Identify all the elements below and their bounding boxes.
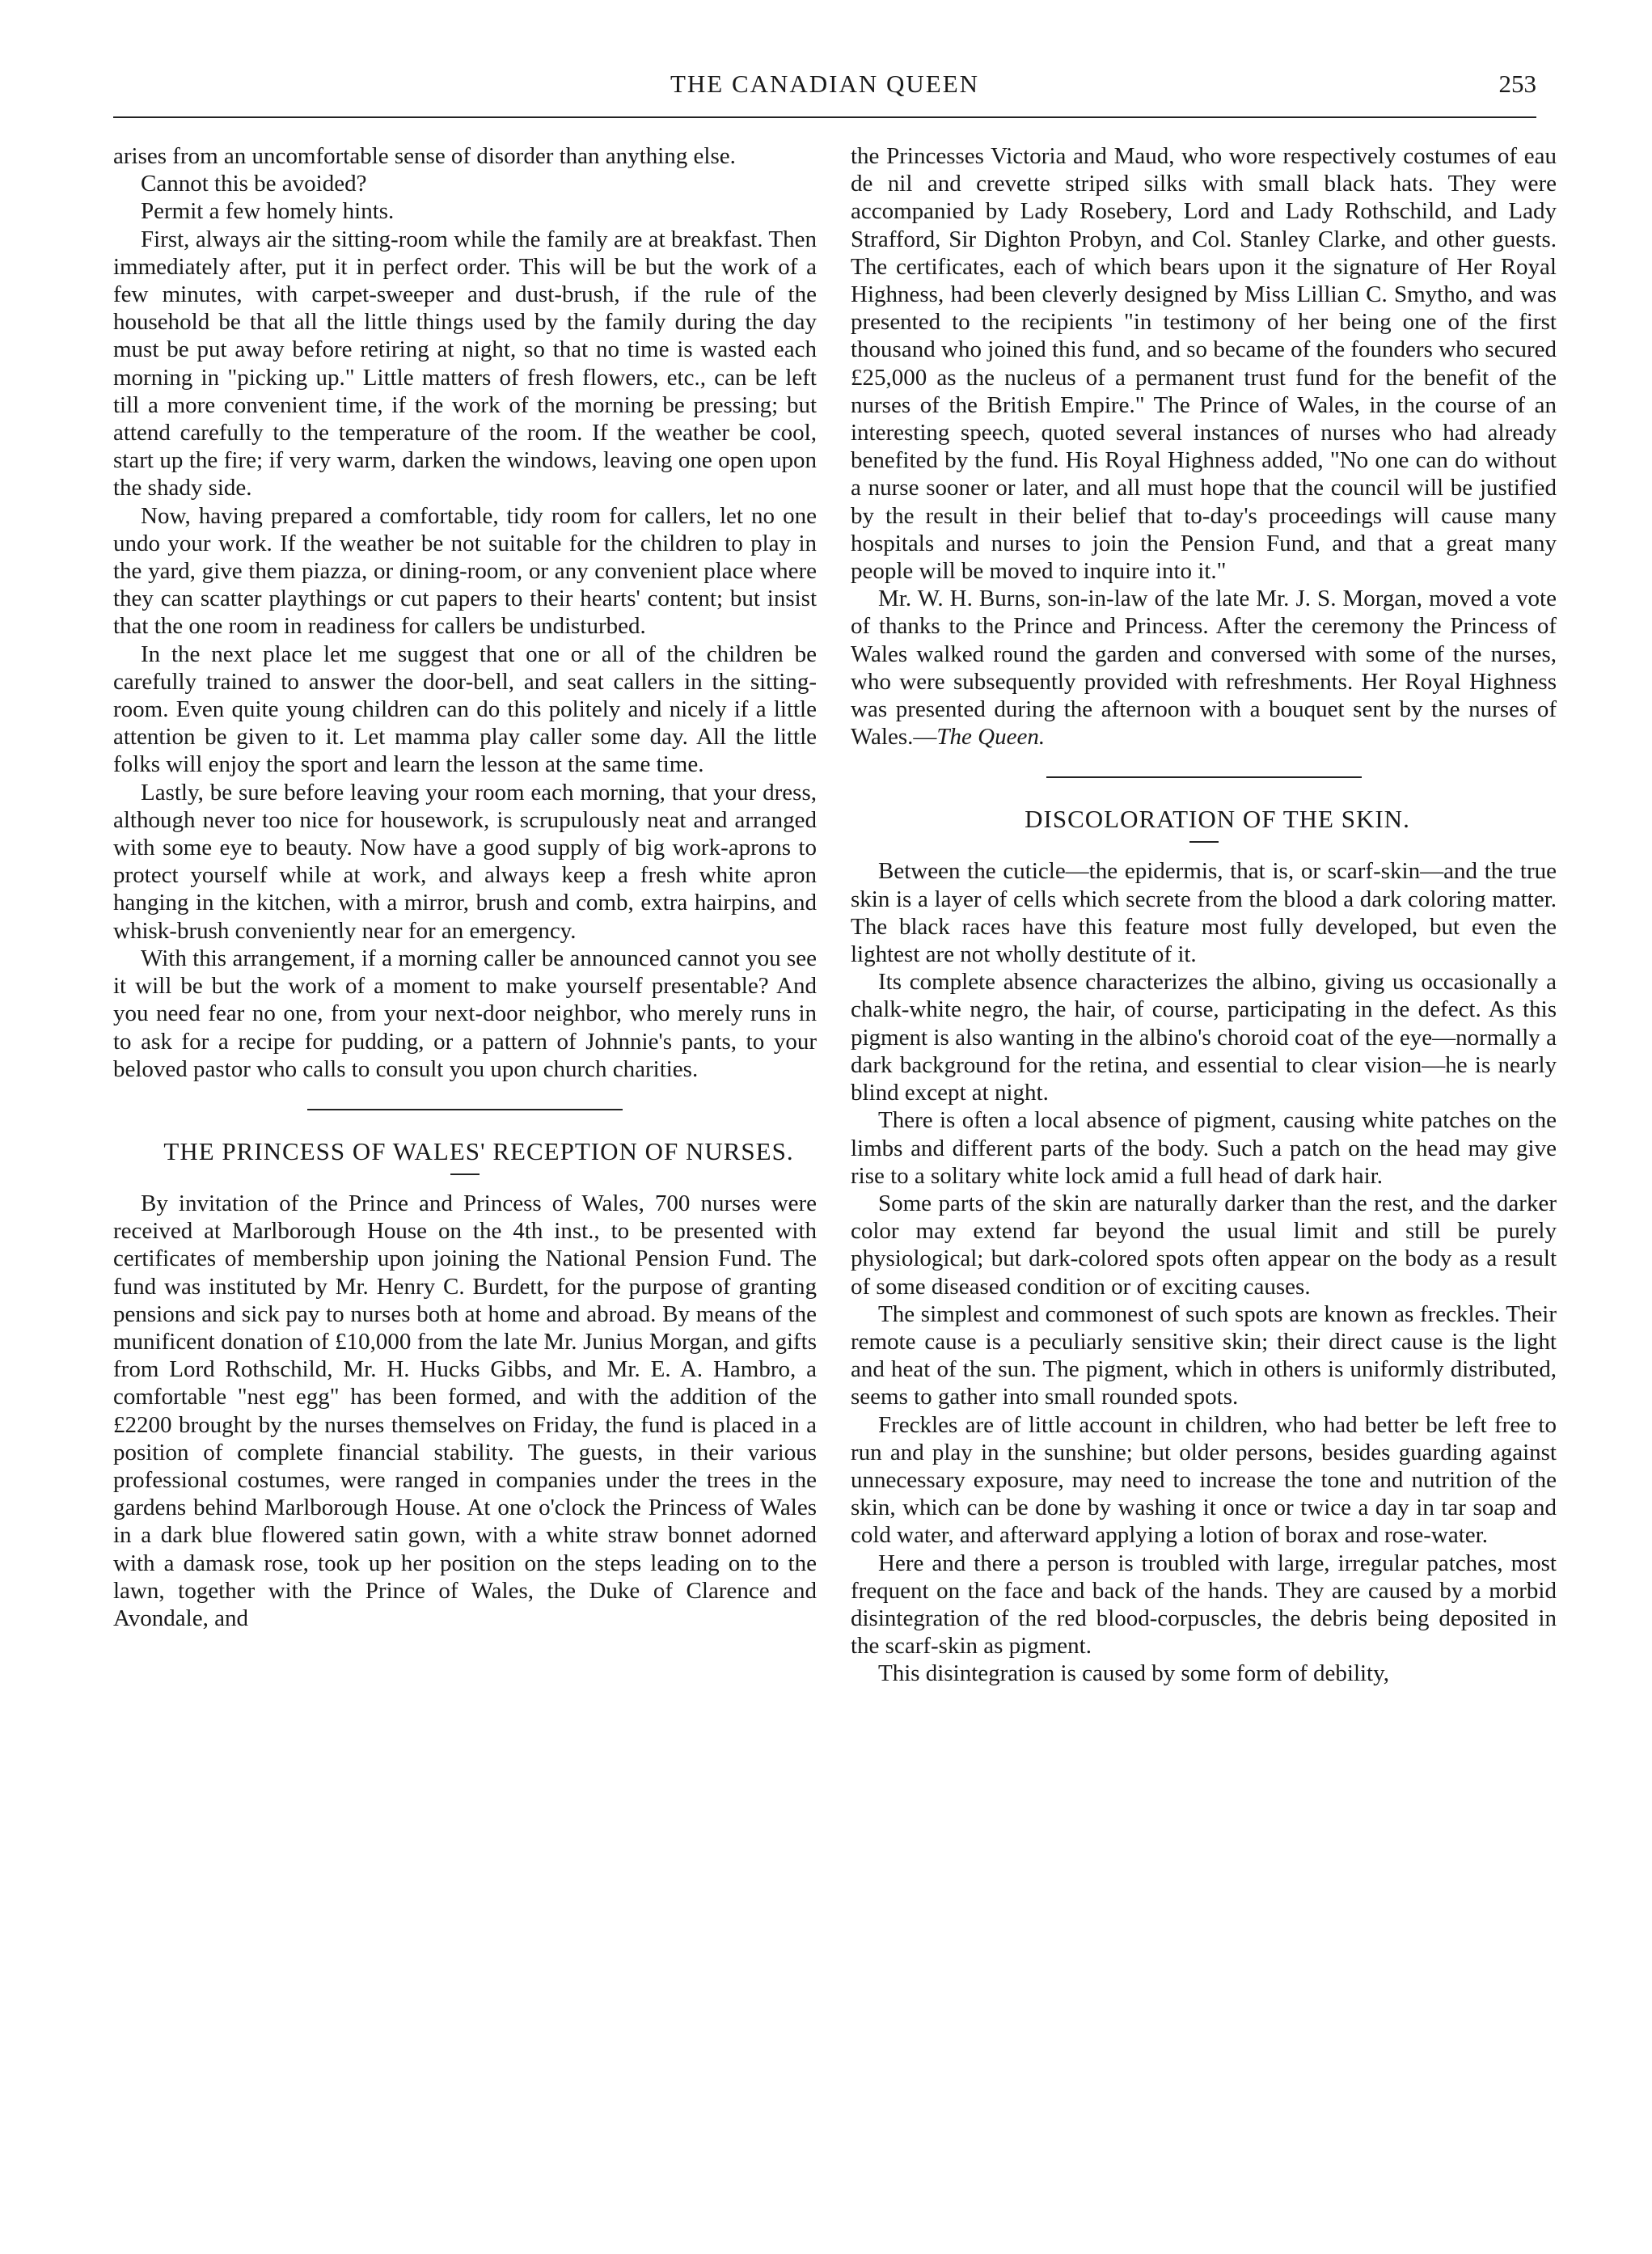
paragraph: Cannot this be avoided? [141,171,367,197]
paragraph: The simplest and commonest of such spots are known as freckles. Their remote cause is a peculiarly sensitive skin; their direct cause is the light and heat of the sun. The pigment, which in others is uniformly distributed, seems to gather into small rounded spots. [851,1300,1557,1410]
paragraph: In the next place let me suggest that one or all of the children be carefully trained to answer the door-bell, and seat callers in the sitting-room. Even quite young children can do this politely and nicely if a little attention be given to it. Let mamma play caller some day. All the little folks will enjoy the sport and learn the lesson at the same time. [113,641,817,778]
paragraph: First, always air the sitting-room while the family are at breakfast. Then immediately after, put it in perfect order. This will be but the work of a few minutes, with carpet-sweeper and dust-brush, if the rule of the household be that all the little things used by the family during the day must be put away before retiring at night, so that no time is wasted each morning in "picking up." Little matters of fresh flowers, etc., can be left till a more convenient time, if the work of the morning be pressing; but attend carefully to the temperature of the room. If the weather be cool, start up the fire; if very warm, darken the windows, leaving one open upon the shady side. [113,226,817,501]
section-divider [307,1109,623,1110]
heading-dash [1189,841,1219,843]
paragraph-text: Mr. W. H. Burns, son-in-law of the late Mr. J. S. Morgan, moved a vote of thanks to the Prince and Princess. After the ceremony the Princess of Wales walked round the garden and conversed with some of the nurses, who were subsequently provided with refreshments. Her Royal Highness was presented during the afternoon with a bouquet sent by the nurses of Wales.— [851,586,1557,751]
paragraph: By invitation of the Prince and Princess of Wales, 700 nurses were received at Marlborough House on the 4th inst., to be presented with certificates of membership upon joining the National Pension Fund. The fund was instituted by Mr. Henry C. Burdett, for the purpose of granting pensions and sick pay to nurses both at home and abroad. By means of the munificent donation of £10,000 from the late Mr. Junius Morgan, and gifts from Lord Rothschild, Mr. H. Hucks Gibbs, and Mr. E. A. Hambro, a comfortable "nest egg" has been formed, and with the addition of the £2200 brought by the nurses themselves on Friday, the fund is placed in a position of complete financial stability. The guests, in their various professional costumes, were ranged in companies under the trees in the gardens behind Marlborough House. At one o'clock the Princess of Wales in a dark blue flowered satin gown, with a white straw bonnet adorned with a damask rose, took up her position on the steps leading on to the lawn, together with the Prince of Wales, the Duke of Clarence and Avondale, and [113,1190,817,1631]
page-number: 253 [1498,70,1536,98]
journal-title: THE CANADIAN QUEEN [670,70,980,98]
section-divider [1046,776,1362,778]
paragraph [851,585,1557,751]
paragraph: Permit a few homely hints. [141,198,395,225]
paragraph: Some parts of the skin are naturally darker than the rest, and the darker color may extend far beyond the usual limit and still be purely physiological; but dark-colored spots often appear on the body as a result of some diseased condition or of exciting causes. [851,1190,1557,1300]
right-column [851,142,1557,1688]
paragraph: Freckles are of little account in children, who had better be left free to run and play in the sunshine; but older persons, besides guarding against unnecessary exposure, may need to increase the tone and nutrition of the skin, which can be done by washing it once or twice a day in tar soap and cold water, and afterward applying a lotion of borax and rose-water. [851,1411,1557,1549]
paragraph: There is often a local absence of pigment, causing white patches on the limbs and different parts of the body. Such a patch on the head may give rise to a solitary white lock amid a full head of dark hair. [851,1107,1557,1189]
paragraph: Now, having prepared a comfortable, tidy room for callers, let no one undo your work. If the weather be not suitable for the children to play in the yard, give them piazza, or dining-room, or any convenient place where they can scatter playthings or cut papers to their hearts' content; but insist that the one room in readiness for callers be undisturbed. [113,502,817,640]
running-header [113,66,1536,108]
paragraph: Between the cuticle—the epidermis, that is, or scarf-skin—and the true skin is a layer of cells which secrete from the blood a dark coloring matter. The black races have this feature most fully developed, but even the lightest are not wholly destitute of it. [851,858,1557,968]
paragraph: Lastly, be sure before leaving your room each morning, that your dress, although never too nice for housework, is scrupulously neat and arranged with some eye to beauty. Now have a good supply of big work-aprons to protect yourself while at work, and always keep a fresh white apron hanging in the kitchen, with a mirror, brush and comb, extra hairpins, and whisk-brush conveniently near for an emergency. [113,779,817,944]
paragraph: Here and there a person is troubled with large, irregular patches, most frequent on the face and back of the hands. They are caused by a morbid disintegration of the red blood-corpuscles, the debris being deposited in the scarf-skin as pigment. [851,1550,1557,1660]
left-column [113,142,817,1632]
heading-dash [450,1174,480,1175]
paragraph: This disintegration is caused by some form of debility, [878,1660,1389,1687]
paragraph: arises from an uncomfortable sense of disorder than anything else. [113,143,736,169]
paragraph: Its complete absence characterizes the albino, giving us occasionally a chalk-white negro, the hair, of course, participating in the defect. As this pigment is also wanting in the albino's choroid coat of the eye—normally a dark background for the retina, and essential to clear vision—he is nearly blind except at night. [851,969,1557,1106]
paragraph: With this arrangement, if a morning caller be announced cannot you see it will be but the work of a moment to make yourself presentable? And you need fear no one, from your next-door neighbor, who merely runs in to ask for a recipe for pudding, or a pattern of Johnnie's pants, to your beloved pastor who calls to consult you upon church charities. [113,945,817,1082]
paragraph: the Princesses Victoria and Maud, who wore respectively costumes of eau de nil and crevette striped silks with small black hats. They were accompanied by Lady Rosebery, Lord and Lady Rothschild, and Lady Strafford, Sir Dighton Probyn, and Col. Stanley Clarke, and other guests. The certificates, each of which bears upon it the signature of Her Royal Highness, had been cleverly designed by Miss Lillian C. Smytho, and was presented to the recipients "in testimony of her being one of the first thousand who joined this fund, and so became of the founders who secured £25,000 as the nucleus of a permanent trust fund for the benefit of the nurses of the British Empire." The Prince of Wales, in the course of an interesting speech, quoted several instances of nurses who had already benefited by the fund. His Royal Highness added, "No one can do without a nurse sooner or later, and all must hope that the council will be justified by the result in their belief that to-day's proceedings will cause many hospitals and nurses to join the Pension Fund, and that a great many people will be moved to inquire into it." [851,143,1557,585]
section-heading-skin: DISCOLORATION OF THE SKIN. [1025,805,1410,834]
source-credit: The Queen. [936,724,1046,751]
header-rule [113,116,1536,118]
section-heading-nurses: THE PRINCESS OF WALES' RECEPTION OF NURSES. [163,1136,794,1165]
